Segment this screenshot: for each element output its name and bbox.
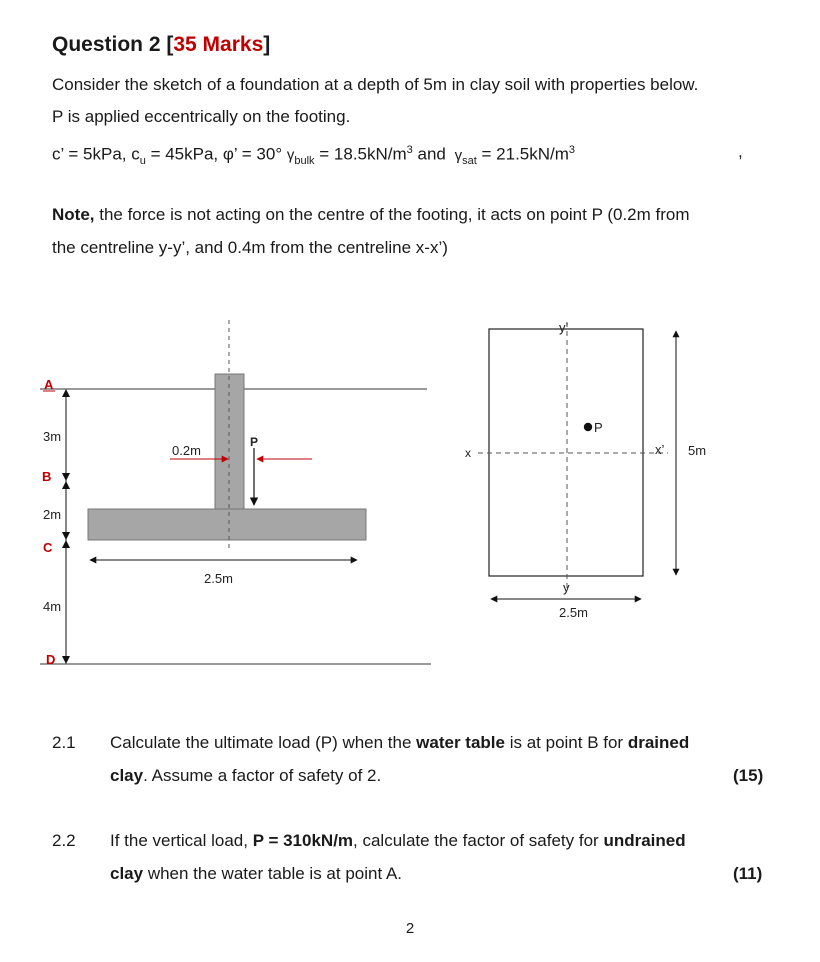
bulk-value-text: = 18.5kN/m (314, 144, 407, 164)
q22-text-a: If the vertical load, (110, 831, 253, 850)
point-p-marker (584, 423, 592, 431)
arrow-b-up (62, 481, 70, 489)
plan-footing-outline (489, 329, 643, 576)
offset-label: 0.2m (172, 443, 201, 458)
cu-value-text: = 45kPa, φ’ = 30° (145, 144, 287, 164)
gamma-sat-symbol: γ (454, 146, 463, 164)
q22-text-c: , calculate the factor of safety for (353, 831, 604, 850)
question-2-1-line-1 (110, 733, 689, 753)
point-b-label: B (42, 469, 52, 484)
arrow-b-down (62, 473, 70, 481)
unit-superscript-b: 3 (568, 144, 576, 156)
point-c-label: C (43, 540, 53, 555)
label-x: x (465, 446, 471, 460)
question-2-1-number: 2.1 (52, 733, 76, 752)
q22-bold-load: P = 310kN/m (252, 831, 354, 850)
note-bold: Note, (52, 205, 95, 224)
plan-width-label: 2.5m (559, 605, 588, 620)
note-line-2: the centreline y-y’, and 0.4m from the centreline x-x’) (52, 238, 448, 257)
gamma-bulk-symbol: γ (286, 146, 295, 164)
depth-ab-label: 3m (43, 429, 62, 444)
question-2-2-marks: (11) (733, 864, 763, 883)
question-heading: Question 2 [ (52, 33, 174, 56)
question-2-2-line-2 (110, 864, 402, 884)
note-line-1-text: the force is not acting on the centre of the footing, it acts on point P (0.2m from (94, 205, 690, 224)
footing-base (88, 509, 366, 540)
page-number: 2 (405, 920, 415, 937)
unit-superscript-a: 3 (406, 144, 413, 156)
point-p-label: P (594, 420, 603, 435)
intro-line-2: P is applied eccentrically on the footing. (52, 107, 351, 126)
question-2-1-line-2 (110, 766, 381, 786)
depth-bc-label: 2m (43, 507, 62, 522)
arrow-c-up (62, 540, 70, 548)
depth-cd-label: 4m (43, 599, 62, 614)
label-x-prime: x’ (655, 442, 665, 457)
q21-bold-drained: drained (627, 733, 690, 752)
bulk-subscript: bulk (294, 155, 315, 168)
sat-value-text: = 21.5kN/m (476, 144, 569, 164)
arrow-c-down (62, 532, 70, 540)
q22-bold-clay: clay (110, 864, 144, 883)
arrow-d-down (62, 656, 70, 664)
plan-view (465, 320, 706, 620)
and-word: and (412, 144, 451, 164)
question-2-2-number: 2.2 (52, 831, 76, 850)
q21-text-rest: . Assume a factor of safety of 2. (143, 766, 382, 785)
q21-text-c: is at point B for (504, 733, 628, 752)
question-heading-close: ] (263, 33, 271, 56)
note-line-1 (52, 205, 690, 225)
question-2-2-line-1 (110, 831, 686, 851)
soil-properties-line (52, 134, 575, 177)
label-y-prime: y’ (559, 320, 569, 335)
point-a-label: A (44, 377, 54, 392)
question-marks: 35 Marks (173, 33, 264, 56)
question-title (52, 33, 270, 57)
stray-comma: , (738, 142, 743, 161)
q21-text-a: Calculate the ultimate load (P) when the (110, 733, 417, 752)
label-y: y (563, 580, 570, 595)
q22-text-rest: when the water table is at point A. (143, 864, 403, 883)
plan-length-label: 5m (688, 443, 707, 458)
cohesion-text: c’ = 5kPa, c (52, 144, 140, 164)
q22-bold-undrained: undrained (603, 831, 686, 850)
load-p-label: P (250, 435, 259, 449)
q21-bold-clay: clay (110, 766, 144, 785)
cu-subscript: u (139, 155, 146, 168)
section-width-label: 2.5m (204, 571, 233, 586)
arrow-a-up (62, 389, 70, 397)
question-2-1-marks: (15) (733, 766, 764, 785)
sat-subscript: sat (462, 155, 477, 168)
q21-bold-water-table: water table (416, 733, 505, 752)
intro-line-1: Consider the sketch of a foundation at a depth of 5m in clay soil with properties below. (52, 75, 699, 94)
foundation-diagrams (0, 300, 820, 690)
section-view (40, 320, 431, 667)
point-d-label: D (46, 652, 56, 667)
